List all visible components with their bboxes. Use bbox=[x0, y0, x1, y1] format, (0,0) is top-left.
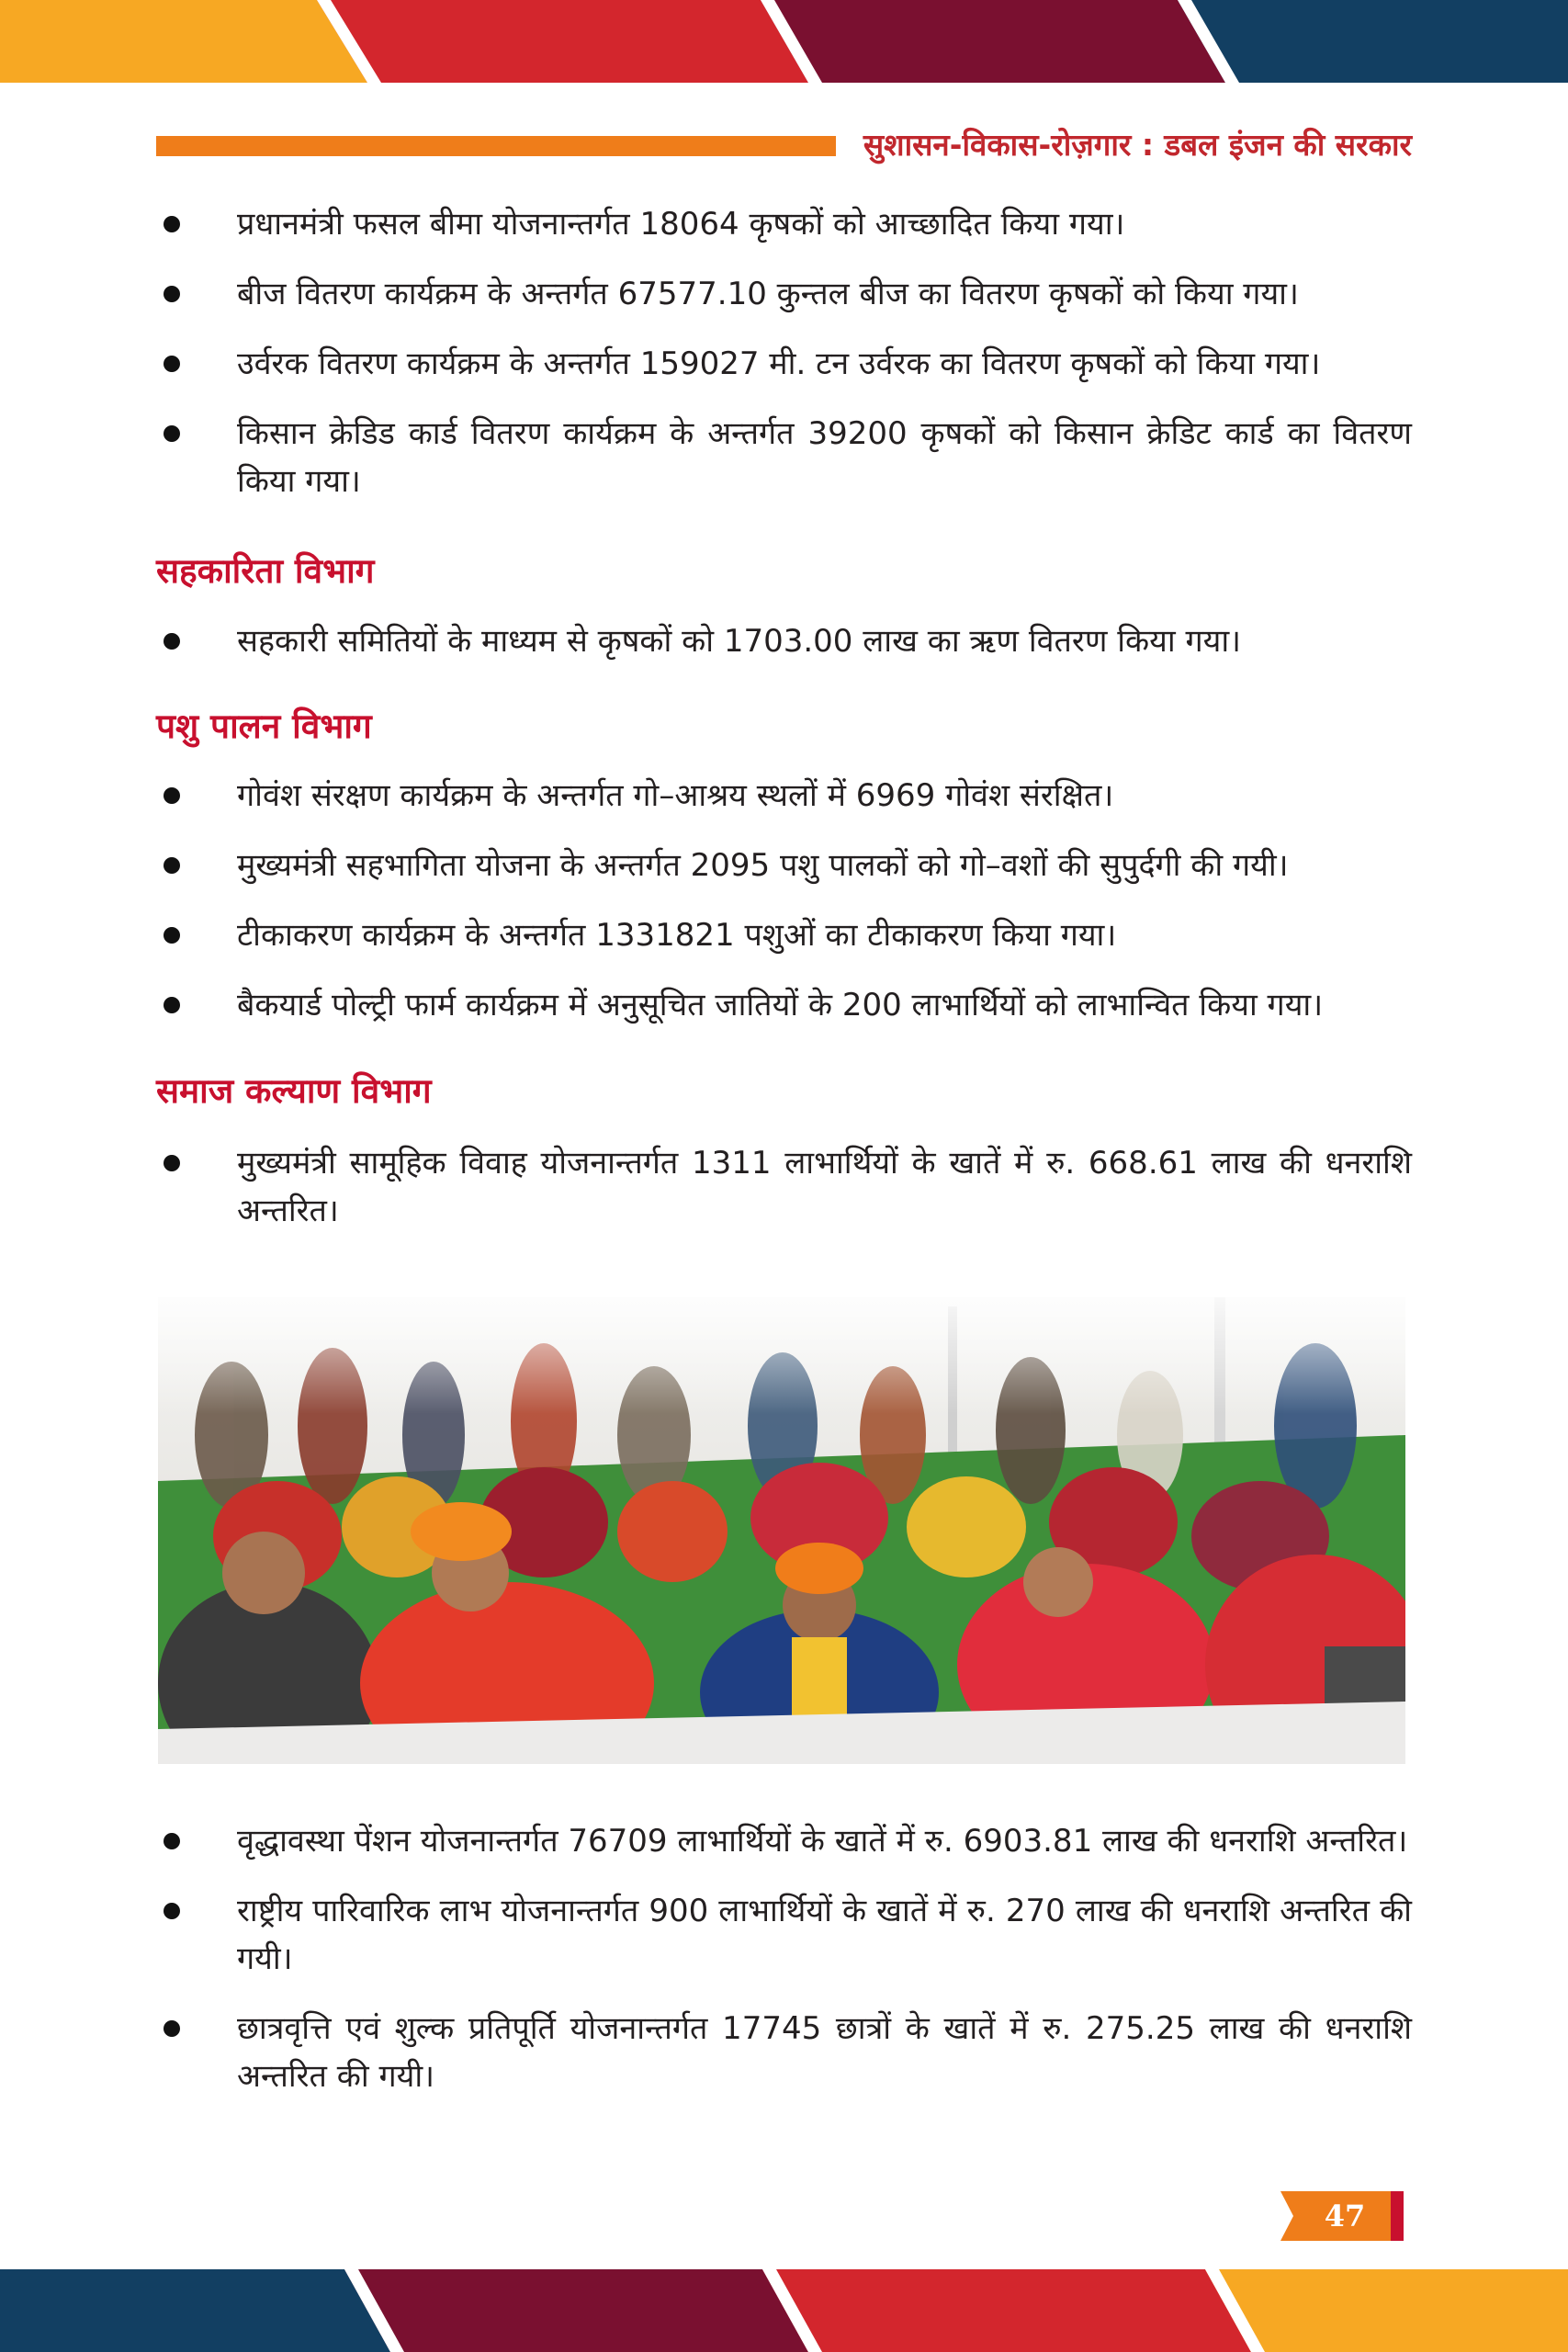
list-item: छात्रवृत्ति एवं शुल्क प्रतिपूर्ति योजनान्तर्गत 17745 छात्रों के खातें में रु. 275.25 लाख की धनराशि अन्तरित की गयी। bbox=[156, 2005, 1412, 2100]
list-item: प्रधानमंत्री फसल बीमा योजनान्तर्गत 18064 कृषकों को आच्छादित किया गया। bbox=[156, 200, 1412, 248]
social-welfare-continued bbox=[156, 1817, 1412, 2122]
bottom-color-band bbox=[0, 2269, 1568, 2352]
animal-husbandry-section bbox=[156, 772, 1412, 1051]
list-item: सहकारी समितियों के माध्यम से कृषकों को 1703.00 लाख का ऋण वितरण किया गया। bbox=[156, 617, 1412, 665]
list-item: बीज वितरण कार्यक्रम के अन्तर्गत 67577.10 कुन्तल बीज का वितरण कृषकों को किया गया। bbox=[156, 270, 1412, 318]
list-item: गोवंश संरक्षण कार्यक्रम के अन्तर्गत गो–आश्रय स्थलों में 6969 गोवंश संरक्षित। bbox=[156, 772, 1412, 820]
list-item: बैकयार्ड पोल्ट्री फार्म कार्यक्रम में अनुसूचित जातियों के 200 लाभार्थियों को लाभान्वित किया गया। bbox=[156, 981, 1412, 1029]
animal-husbandry-list bbox=[156, 772, 1412, 1029]
page-number: 47 bbox=[1324, 2199, 1366, 2233]
agriculture-list bbox=[156, 200, 1412, 505]
list-item: टीकाकरण कार्यक्रम के अन्तर्गत 1331821 पशुओं का टीकाकरण किया गया। bbox=[156, 911, 1412, 959]
header-rule bbox=[156, 136, 836, 156]
mass-wedding-photo bbox=[158, 1297, 1405, 1764]
cooperative-heading: सहकारिता विभाग bbox=[156, 551, 375, 591]
list-item: राष्ट्रीय पारिवारिक लाभ योजनान्तर्गत 900 लाभार्थियों के खातें में रु. 270 लाख की धनराशि अन्तरित की गयी। bbox=[156, 1887, 1412, 1983]
social-welfare-list bbox=[156, 1139, 1412, 1235]
social-welfare-section bbox=[156, 1139, 1412, 1257]
list-item: उर्वरक वितरण कार्यक्रम के अन्तर्गत 159027 मी. टन उर्वरक का वितरण कृषकों को किया गया। bbox=[156, 340, 1412, 388]
page-number-badge bbox=[1280, 2191, 1409, 2241]
cooperative-list bbox=[156, 617, 1412, 665]
list-item: मुख्यमंत्री सामूहिक विवाह योजनान्तर्गत 1311 लाभार्थियों के खातें में रु. 668.61 लाख की धनराशि अन्तरित। bbox=[156, 1139, 1412, 1235]
cooperative-section bbox=[156, 617, 1412, 687]
agriculture-section bbox=[156, 200, 1412, 527]
top-color-band bbox=[0, 0, 1568, 83]
list-item: किसान क्रेडिड कार्ड वितरण कार्यक्रम के अन्तर्गत 39200 कृषकों को किसान क्रेडिट कार्ड का वितरण किया गया। bbox=[156, 410, 1412, 505]
header-title: सुशासन-विकास-रोज़गार : डबल इंजन की सरकार bbox=[863, 127, 1412, 163]
animal-husbandry-heading: पशु पालन विभाग bbox=[156, 707, 372, 746]
list-item: मुख्यमंत्री सहभागिता योजना के अन्तर्गत 2095 पशु पालकों को गो–वशों की सुपुर्दगी की गयी। bbox=[156, 842, 1412, 889]
social-welfare-heading: समाज कल्याण विभाग bbox=[156, 1071, 432, 1111]
list-item: वृद्धावस्था पेंशन योजनान्तर्गत 76709 लाभार्थियों के खातें में रु. 6903.81 लाख की धनराशि अन्तरित। bbox=[156, 1817, 1412, 1865]
social-welfare-list-2 bbox=[156, 1817, 1412, 2100]
